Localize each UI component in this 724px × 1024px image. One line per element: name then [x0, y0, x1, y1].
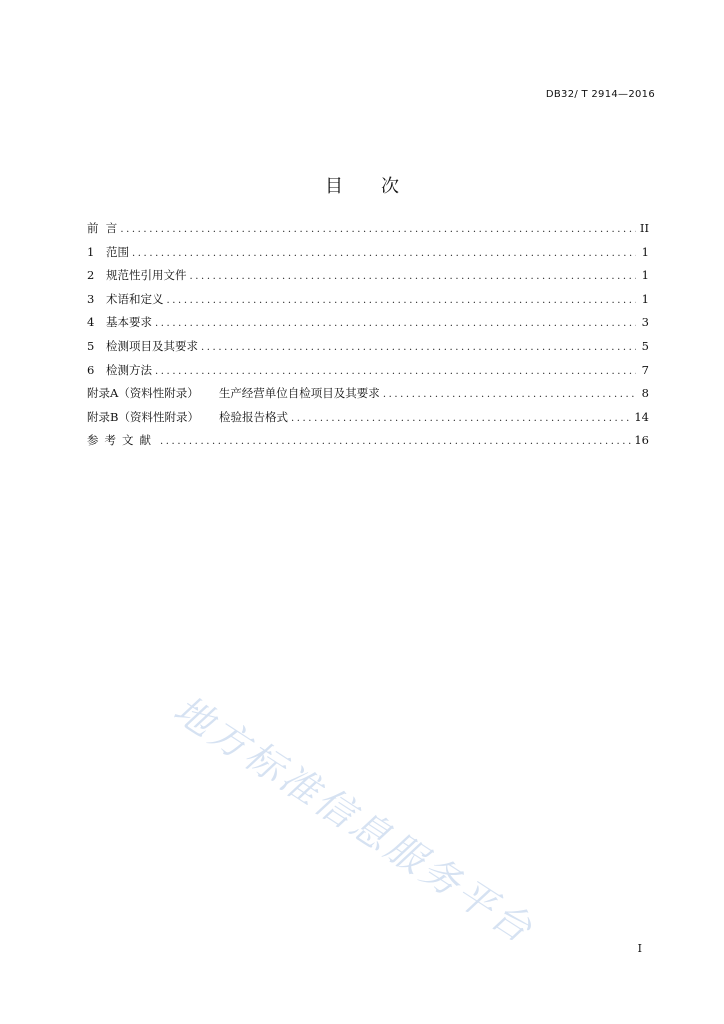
toc-entry-page: 1 — [641, 268, 649, 283]
toc-entry-label: 前 言 — [87, 221, 118, 235]
watermark: 地方标准信息服务平台 — [166, 686, 543, 953]
toc-entry-page: 1 — [641, 291, 649, 306]
toc-entry-page: 3 — [641, 315, 649, 330]
toc-entry-number: 6 — [87, 362, 95, 377]
page-number: I — [637, 942, 642, 955]
toc-entry-number: 3 — [87, 291, 95, 306]
document-code: DB32/ T 2914—2016 — [545, 89, 655, 100]
toc-entry-label: 检测方法 — [106, 362, 152, 377]
toc-entry-subtitle: 检验报告格式 — [218, 409, 288, 424]
toc-entry-foreword[interactable] — [87, 219, 649, 243]
toc-leader-dots — [190, 268, 637, 286]
toc-entry-label: 范围 — [106, 244, 129, 259]
toc-entry-page: 5 — [641, 338, 649, 353]
toc-entry-label: 规范性引用文件 — [106, 268, 187, 283]
toc-entry-number: 4 — [87, 315, 95, 330]
toc-leader-dots — [120, 221, 636, 239]
toc-entry-page: 7 — [641, 362, 649, 377]
toc-leader-dots — [155, 363, 636, 381]
toc-entry-label: 术语和定义 — [106, 291, 164, 306]
toc-entry-page: 8 — [641, 386, 649, 401]
toc-entry-number: 5 — [87, 338, 95, 353]
toc-entry-test-items[interactable] — [87, 337, 649, 361]
toc-entry-terms-definitions[interactable] — [87, 290, 649, 314]
toc-entry-label: 检测项目及其要求 — [106, 338, 198, 353]
toc-entry-appendix-a[interactable] — [87, 384, 649, 408]
toc-entry-page: 14 — [634, 409, 649, 424]
toc-entry-page: II — [639, 221, 649, 235]
toc-entry-appendix-b[interactable] — [87, 408, 649, 432]
toc-entry-bibliography[interactable] — [87, 431, 649, 455]
toc-entry-label: 附录B（资料性附录） — [87, 409, 199, 424]
toc-leader-dots — [132, 245, 636, 263]
toc-title-left: 目 — [325, 176, 343, 198]
toc-leader-dots — [167, 292, 637, 310]
toc-entry-label: 基本要求 — [106, 315, 152, 330]
toc-entry-test-methods[interactable] — [87, 361, 649, 385]
toc-leader-dots — [201, 339, 636, 357]
toc-entry-scope[interactable] — [87, 243, 649, 267]
toc-entry-number: 2 — [87, 268, 95, 283]
toc-entry-basic-requirements[interactable] — [87, 313, 649, 337]
toc-entry-subtitle: 生产经营单位自检项目及其要求 — [218, 386, 380, 401]
toc-leader-dots — [155, 315, 636, 333]
toc-entry-number: 1 — [87, 244, 95, 259]
toc-leader-dots — [160, 433, 631, 451]
toc-leader-dots — [291, 410, 631, 428]
toc-leader-dots — [383, 386, 636, 404]
toc-entry-page: 1 — [641, 244, 649, 259]
toc-title — [0, 172, 724, 198]
toc-entry-page: 16 — [634, 433, 649, 448]
toc-entry-normative-references[interactable] — [87, 266, 649, 290]
toc-title-right: 次 — [381, 176, 399, 198]
table-of-contents — [87, 219, 649, 455]
toc-entry-label: 附录A（资料性附录） — [87, 386, 199, 401]
toc-entry-label: 参考文献 — [87, 433, 157, 448]
